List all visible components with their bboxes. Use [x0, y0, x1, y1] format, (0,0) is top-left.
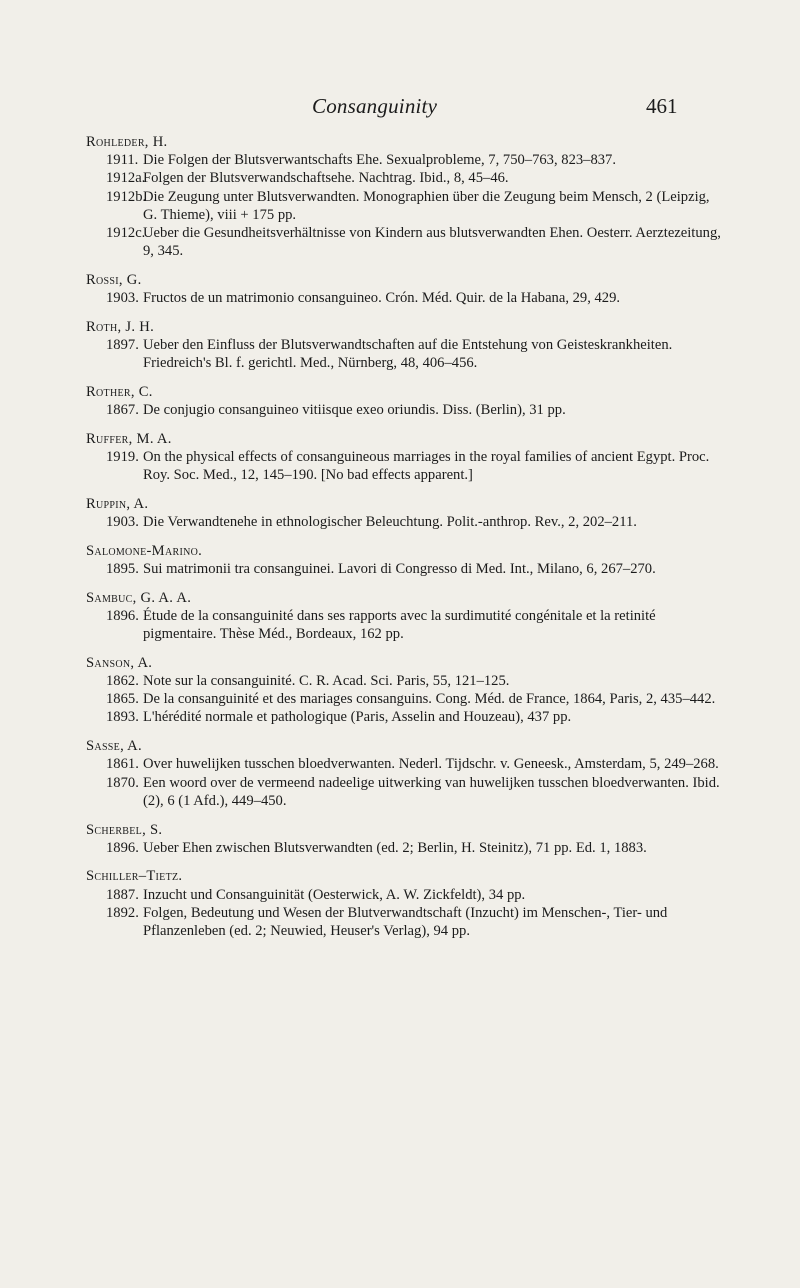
reference-year: 1865.: [106, 691, 139, 708]
reference-text: Folgen, Bedeutung und Wesen der Blutverwandtschaft (Inzucht) im Menschen-, Tier- und Pflanzenleben (ed. 2; Neuwied, Heuser's Verlag), 94 pp.: [143, 904, 668, 940]
reference-year: 1867.: [106, 402, 139, 419]
reference-year: 1903.: [106, 514, 139, 531]
reference-text: Die Zeugung unter Blutsverwandten. Monographien über die Zeugung beim Mensch, 2 (Leipzig, G. Thieme), viii + 175 pp.: [143, 188, 710, 223]
bibliography-list: [86, 133, 726, 951]
reference-item: [86, 188, 726, 224]
entry-author: Ruppin, A.: [86, 495, 149, 512]
reference-item: [86, 690, 726, 708]
entry-author: Ruffer, M. A.: [86, 430, 172, 447]
reference-year: 1896.: [106, 607, 139, 624]
reference-text: Die Folgen der Blutsverwantschafts Ehe. Sexualprobleme, 7, 750–763, 823–837.: [143, 152, 616, 169]
running-head: Consanguinity: [312, 94, 438, 118]
reference-item: [86, 151, 726, 169]
reference-item: [86, 224, 726, 260]
reference-text: De la consanguinité et des mariages consanguins. Cong. Méd. de France, 1864, Paris, 2, 435–442.: [143, 691, 716, 708]
reference-item: [86, 839, 726, 857]
reference-item: [86, 904, 726, 940]
reference-year: 1903.: [106, 290, 139, 307]
entry-author: Rother, C.: [86, 383, 153, 400]
reference-item: [86, 886, 726, 904]
bibliography-entry: [86, 430, 726, 485]
reference-text: Ueber den Einfluss der Blutsverwandtschaften auf die Entstehung von Geisteskrankheiten. Friedreich's Bl. f. gerichtl. Med., Nürnberg, 48, 406–456.: [143, 337, 673, 372]
reference-item: [86, 513, 726, 531]
bibliography-entry: [86, 737, 726, 810]
reference-year: 1893.: [106, 709, 139, 726]
reference-text: Die Verwandtenehe in ethnologischer Beleuchtung. Polit.-anthrop. Rev., 2, 202–211.: [143, 514, 637, 531]
bibliography-entry: [86, 821, 726, 857]
reference-item: [86, 169, 726, 187]
entry-author: Sasse, A.: [86, 738, 142, 755]
entry-author: Scherbel, S.: [86, 821, 163, 838]
page-number: 461: [646, 94, 678, 118]
reference-item: [86, 774, 726, 810]
bibliography-entry: [86, 654, 726, 727]
reference-item: [86, 448, 726, 484]
reference-year: 1912c.: [106, 225, 146, 242]
reference-text: De conjugio consanguineo vitiisque exeo oriundis. Diss. (Berlin), 31 pp.: [143, 402, 566, 419]
reference-year: 1887.: [106, 886, 139, 903]
reference-year: 1912b.: [106, 188, 147, 205]
reference-text: On the physical effects of consanguineous marriages in the royal families of ancient Egypt. Proc. Roy. Soc. Med., 12, 145–190. [No bad effects apparent.]: [143, 449, 710, 484]
reference-text: L'hérédité normale et pathologique (Paris, Asselin and Houzeau), 437 pp.: [143, 709, 572, 726]
entry-author: Rohleder, H.: [86, 134, 168, 150]
entry-author: Salomone-Marino.: [86, 542, 203, 559]
reference-text: Fructos de un matrimonio consanguineo. Crón. Méd. Quir. de la Habana, 29, 429.: [143, 290, 621, 307]
reference-text: Folgen der Blutsverwandschaftsehe. Nachtrag. Ibid., 8, 45–46.: [143, 170, 509, 187]
entry-author: Roth, J. H.: [86, 318, 155, 335]
reference-year: 1892.: [106, 904, 139, 921]
reference-year: 1912a.: [106, 170, 146, 187]
bibliography-entry: [86, 271, 726, 307]
reference-text: Étude de la consanguinité dans ses rapports avec la surdimutité congénitale et la retinité pigmentaire. Thèse Méd., Bordeaux, 162 pp.: [143, 607, 656, 643]
reference-item: [86, 336, 726, 372]
reference-year: 1897.: [106, 337, 139, 354]
reference-year: 1870.: [106, 774, 139, 791]
reference-text: Over huwelijken tusschen bloedverwanten. Nederl. Tijdschr. v. Geneesk., Amsterdam, 5, 249–268.: [143, 756, 719, 773]
entry-author: Rossi, G.: [86, 271, 142, 288]
entry-author: Sanson, A.: [86, 654, 153, 671]
reference-text: Note sur la consanguinité. C. R. Acad. Sci. Paris, 55, 121–125.: [143, 673, 510, 690]
reference-year: 1862.: [106, 673, 139, 690]
entry-author: Schiller–Tietz.: [86, 868, 183, 885]
reference-text: Ueber die Gesundheitsverhältnisse von Kindern aus blutsverwandten Ehen. Oesterr. Aerztezeitung, 9, 345.: [143, 225, 721, 260]
reference-item: [86, 607, 726, 643]
bibliography-entry: [86, 495, 726, 531]
bibliography-entry: [86, 589, 726, 644]
reference-item: [86, 560, 726, 578]
bibliography-entry: [86, 542, 726, 578]
bibliography-entry: [86, 383, 726, 419]
reference-item: [86, 401, 726, 419]
bibliography-entry: [86, 318, 726, 373]
reference-text: Sui matrimonii tra consanguinei. Lavori di Congresso di Med. Int., Milano, 6, 267–270.: [143, 561, 656, 578]
reference-text: Een woord over de vermeend nadeelige uitwerking van huwelijken tusschen bloedverwanten. Ibid. (2), 6 (1 Afd.), 449–450.: [143, 774, 720, 809]
reference-year: 1919.: [106, 449, 139, 466]
reference-year: 1861.: [106, 756, 139, 773]
bibliography-entry: [86, 133, 726, 260]
reference-item: [86, 708, 726, 726]
reference-year: 1911.: [106, 152, 139, 169]
reference-item: [86, 289, 726, 307]
reference-year: 1895.: [106, 561, 139, 578]
bibliography-entry: [86, 867, 726, 940]
reference-text: Inzucht und Consanguinität (Oesterwick, A. W. Zickfeldt), 34 pp.: [143, 886, 526, 903]
reference-year: 1896.: [106, 839, 139, 856]
entry-author: Sambuc, G. A. A.: [86, 589, 192, 606]
reference-text: Ueber Ehen zwischen Blutsverwandten (ed. 2; Berlin, H. Steinitz), 71 pp. Ed. 1, 1883.: [143, 839, 647, 856]
reference-item: [86, 672, 726, 690]
reference-item: [86, 755, 726, 773]
